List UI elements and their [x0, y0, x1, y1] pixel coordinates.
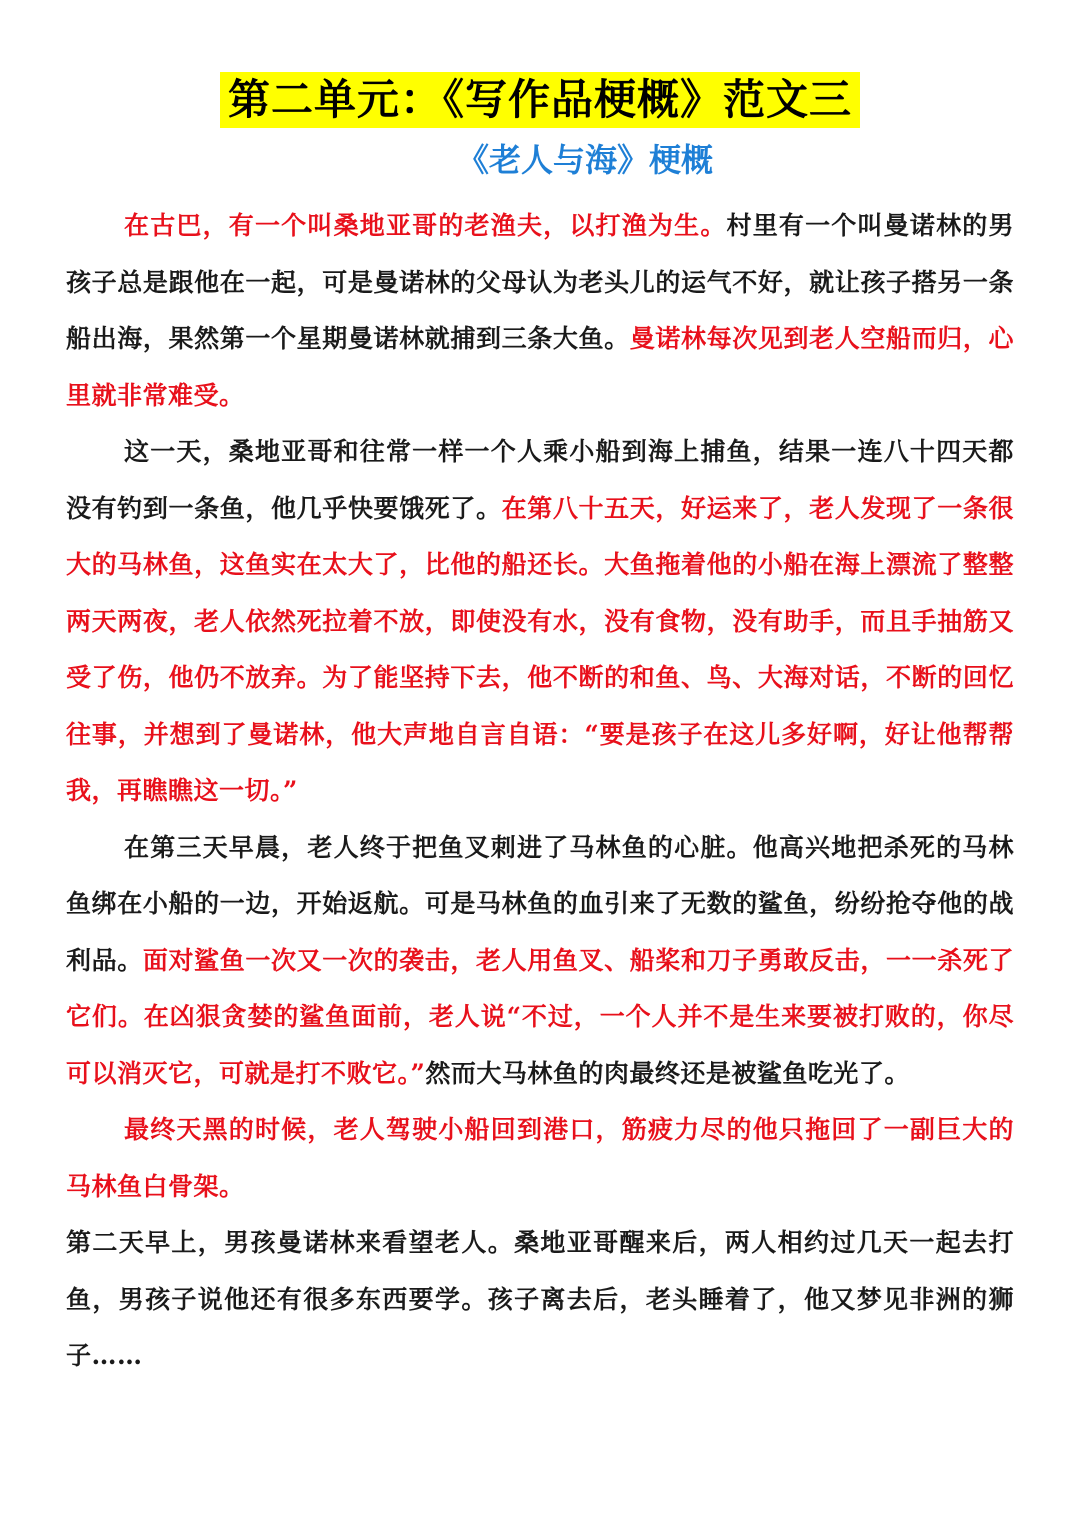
paragraph-2: [66, 424, 1014, 820]
page-title: 第二单元：《写作品梗概》范文三: [220, 72, 860, 128]
paragraph-3: [66, 820, 1014, 1103]
body-text: [66, 198, 1014, 1385]
paragraph-4: [66, 1102, 1014, 1215]
paragraph-4-segment-1: 最终天黑的时候，老人驾驶小船回到港口，筋疲力尽的他只拖回了一副巨大的马林鱼白骨架。: [66, 1115, 1014, 1201]
paragraph-1-segment-2: 村里有一个叫曼诺林的男孩子总是跟他在一起，可是曼诺林的父母认为老头儿的运气不好，就让孩子搭另一条船出海，果然第一个星期曼诺林就捕到三条大鱼。: [66, 211, 1014, 353]
paragraph-2-segment-2: 在第八十五天，好运来了，老人发现了一条很大的马林鱼，这鱼实在太大了，比他的船还长。大鱼拖着他的小船在海上漂流了整整两天两夜，老人依然死拉着不放，即使没有水，没有食物，没有助手，而且手抽筋又受了伤，他仍不放弃。为了能坚持下去，他不断的和鱼、鸟、大海对话，不断的回忆往事，并想到了曼诺林，他大声地自言自语：“要是孩子在这儿多好啊，好让他帮帮我，再瞧瞧这一切。”: [66, 493, 1014, 805]
paragraph-3-segment-1: 在第三天早晨，老人终于把鱼叉刺进了马林鱼的心脏。他高兴地把杀死的马林鱼绑在小船的一边，开始返航。可是马林鱼的血引来了无数的鲨鱼，纷纷抢夺他的战利品。: [66, 832, 1014, 975]
paragraph-1-segment-1: 在古巴，有一个叫桑地亚哥的老渔夫，以打渔为生。: [124, 211, 727, 240]
paragraph-5: [66, 1215, 1014, 1385]
title-row: [66, 72, 1014, 132]
document-page: [66, 72, 1014, 1385]
paragraph-1-segment-3: 曼诺林每次见到老人空船而归，心里就非常难受。: [66, 324, 1014, 410]
paragraph-3-segment-3: 然而大马林鱼的肉最终还是被鲨鱼吃光了。: [425, 1058, 910, 1088]
paragraph-3-segment-2: 面对鲨鱼一次又一次的袭击，老人用鱼叉、船桨和刀子勇敢反击，一一杀死了它们。在凶狠贪婪的鲨鱼面前，老人说“不过，一个人并不是生来要被打败的，你尽可以消灭它，可就是打不败它。”: [66, 945, 1014, 1088]
paragraph-5-segment-1: 第二天早上，男孩曼诺林来看望老人。桑地亚哥醒来后，两人相约过几天一起去打鱼，男孩子说他还有很多东西要学。孩子离去后，老头睡着了，他又梦见非洲的狮子……: [66, 1228, 1014, 1370]
page-subtitle: 《老人与海》梗概: [456, 141, 713, 179]
paragraph-1: [66, 198, 1014, 424]
paragraph-2-segment-1: 这一天，桑地亚哥和往常一样一个人乘小船到海上捕鱼，结果一连八十四天都没有钓到一条鱼，他几乎快要饿死了。: [66, 437, 1014, 523]
